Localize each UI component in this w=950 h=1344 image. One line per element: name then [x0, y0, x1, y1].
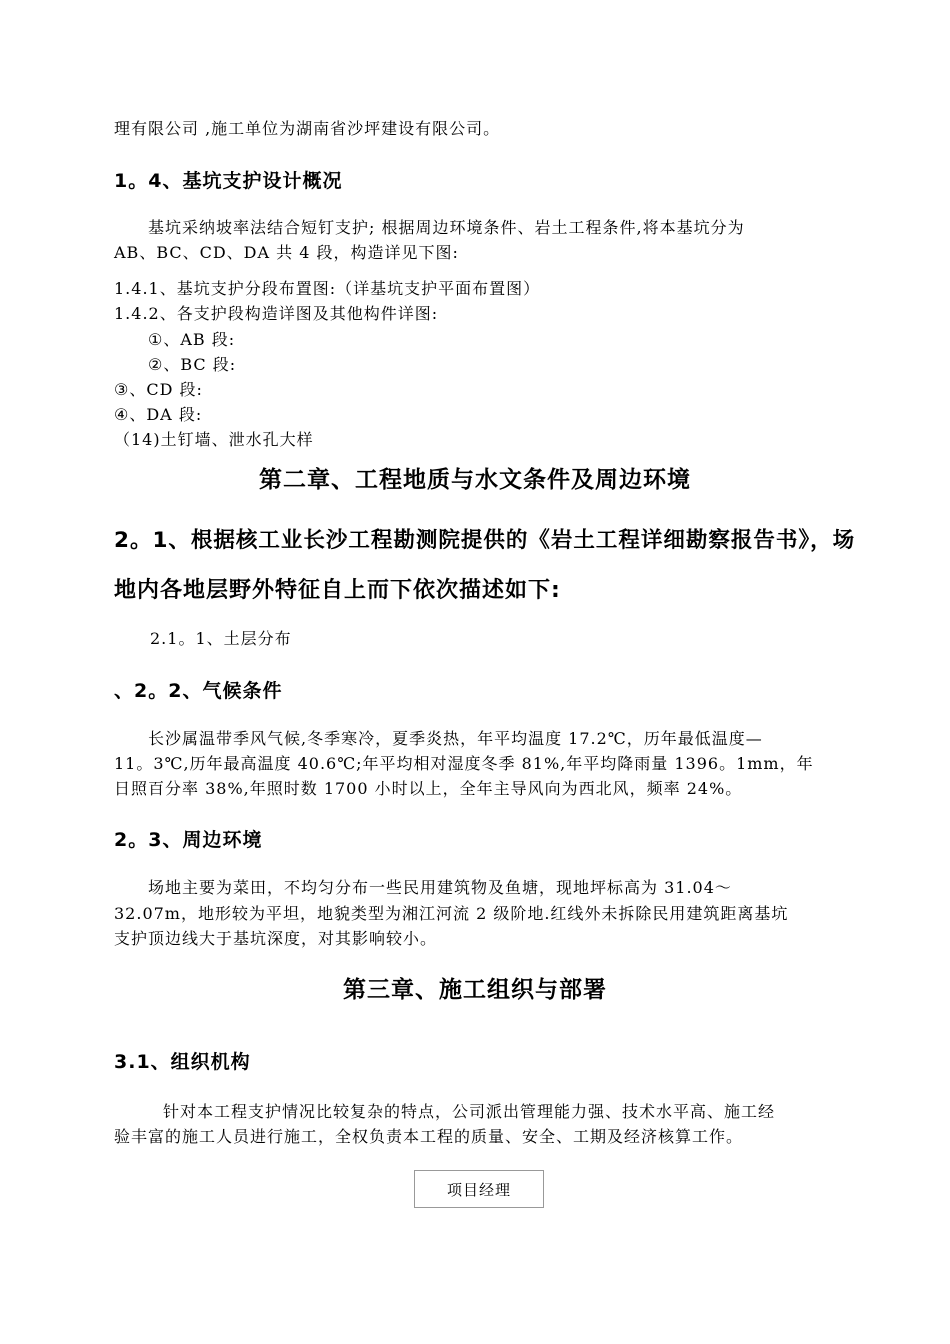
section-heading-2-1: 2。1、根据核工业长沙工程勘测院提供的《岩土工程详细勘察报告书》，场	[114, 528, 856, 553]
section-heading-3-1: 3.1、组织机构	[114, 1051, 251, 1073]
list-item: 1.4.2、各支护段构造详图及其他构件详图:	[114, 304, 439, 323]
chapter-title-3: 第三章、施工组织与部署	[343, 977, 607, 1003]
paragraph-line: 针对本工程支护情况比较复杂的特点，公司派出管理能力强、技术水平高、施工经	[163, 1102, 776, 1121]
paragraph-line: 长沙属温带季风气候,冬季寒冷，夏季炎热，年平均温度 17.2℃，历年最低温度—	[148, 729, 763, 748]
org-chart-box-label: 项目经理	[446, 1180, 511, 1199]
section-heading-1-4: 1。4、基坑支护设计概况	[114, 170, 343, 192]
paragraph-line: 32.07m，地形较为平坦，地貌类型为湘江河流 2 级阶地.红线外未拆除民用建筑距离基坑	[114, 904, 789, 923]
paragraph-line: 验丰富的施工人员进行施工，全权负责本工程的质量、安全、工期及经济核算工作。	[114, 1127, 744, 1146]
section-heading-2-2: 、2。2、气候条件	[114, 680, 283, 702]
list-item: 1.4.1、基坑支护分段布置图:（详基坑支护平面布置图）	[114, 279, 541, 298]
paragraph-line: 支护顶边线大于基坑深度，对其影响较小。	[114, 929, 438, 948]
chapter-title-2: 第二章、工程地质与水文条件及周边环境	[259, 467, 691, 493]
list-item: （14)土钉墙、泄水孔大样	[114, 430, 314, 449]
list-item: ①、AB 段:	[148, 330, 236, 349]
paragraph-line: 场地主要为菜田，不均匀分布一些民用建筑物及鱼塘，现地坪标高为 31.04～	[148, 878, 732, 897]
paragraph-line: 11。3℃,历年最高温度 40.6℃;年平均相对湿度冬季 81%,年平均降雨量 1396。1mm，年	[114, 754, 814, 773]
paragraph-line: AB、BC、CD、DA 共 4 段，构造详见下图:	[114, 243, 459, 262]
list-item: ②、BC 段:	[148, 355, 237, 374]
section-heading-2-1-cont: 地内各地层野外特征自上而下依次描述如下:	[114, 578, 561, 603]
subsection-heading: 2.1。1、土层分布	[150, 629, 292, 648]
org-chart-box-project-manager	[414, 1170, 544, 1208]
list-item: ④、DA 段:	[114, 405, 203, 424]
section-heading-2-3: 2。3、周边环境	[114, 829, 263, 851]
paragraph-line: 理有限公司 ,施工单位为湖南省沙坪建设有限公司。	[114, 119, 501, 138]
list-item: ③、CD 段:	[114, 380, 203, 399]
paragraph-line: 日照百分率 38%,年照时数 1700 小时以上，全年主导风向为西北风，频率 24%。	[114, 779, 743, 798]
paragraph-line: 基坑采纳坡率法结合短钉支护; 根据周边环境条件、岩土工程条件,将本基坑分为	[148, 218, 745, 237]
